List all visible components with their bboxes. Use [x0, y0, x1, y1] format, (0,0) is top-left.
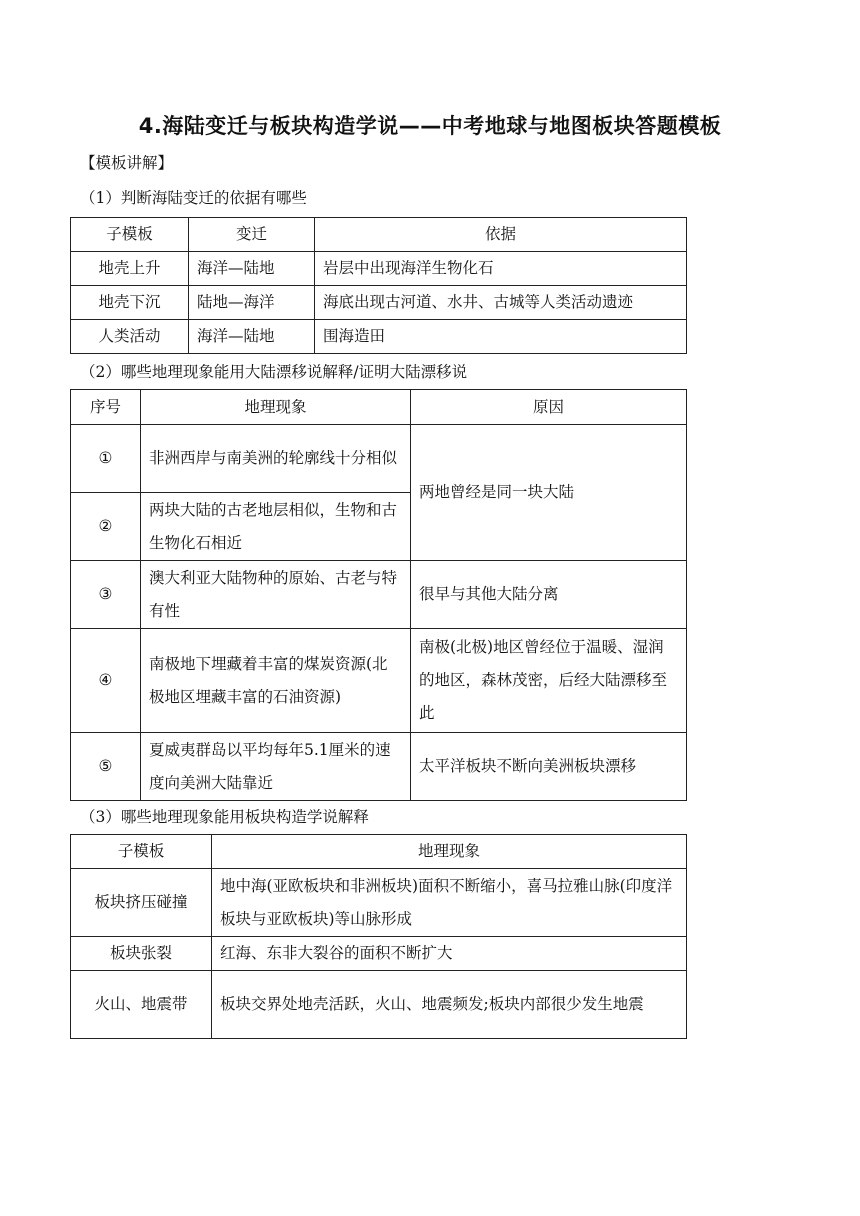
- table-header-row: [71, 218, 687, 252]
- header-cell: 地理现象: [212, 835, 687, 869]
- header-cell: 依据: [315, 218, 687, 252]
- table-row: [71, 286, 687, 320]
- section-label: 【模板讲解】: [80, 154, 174, 172]
- table-cell: 海洋—陆地: [189, 320, 315, 354]
- part2-table: [70, 389, 687, 801]
- table-cell: 澳大利亚大陆物种的原始、古老与特有性: [141, 561, 411, 629]
- table-cell: 围海造田: [315, 320, 687, 354]
- table-cell: 南极地下埋藏着丰富的煤炭资源(北极地区埋藏丰富的石油资源): [141, 629, 411, 733]
- table-cell: ②: [71, 493, 141, 561]
- table-row: [71, 937, 687, 971]
- table-cell: 两块大陆的古老地层相似，生物和古生物化石相近: [141, 493, 411, 561]
- table-row: [71, 320, 687, 354]
- table-cell: ⑤: [71, 733, 141, 801]
- table-cell: 很早与其他大陆分离: [411, 561, 687, 629]
- table-cell: 海底出现古河道、水井、古城等人类活动遗迹: [315, 286, 687, 320]
- table-cell: 红海、东非大裂谷的面积不断扩大: [212, 937, 687, 971]
- header-cell: 变迁: [189, 218, 315, 252]
- part3-label: （3）哪些地理现象能用板块构造学说解释: [80, 808, 369, 826]
- table-cell: 海洋—陆地: [189, 252, 315, 286]
- table-cell: ③: [71, 561, 141, 629]
- header-cell: 子模板: [71, 218, 189, 252]
- table-cell: 陆地—海洋: [189, 286, 315, 320]
- table-cell: 人类活动: [71, 320, 189, 354]
- table-cell: 岩层中出现海洋生物化石: [315, 252, 687, 286]
- table-row: [71, 561, 687, 629]
- table-cell: 非洲西岸与南美洲的轮廓线十分相似: [141, 425, 411, 493]
- part1-label: （1）判断海陆变迁的依据有哪些: [80, 189, 307, 207]
- table-row: [71, 252, 687, 286]
- document-title: 4.海陆变迁与板块构造学说——中考地球与地图板块答题模板: [138, 114, 722, 138]
- table-row: [71, 733, 687, 801]
- table-cell: 火山、地震带: [71, 971, 212, 1039]
- table-row: [71, 869, 687, 937]
- part1-table: [70, 217, 687, 354]
- part3-table: [70, 834, 687, 1039]
- table-cell: 地中海(亚欧板块和非洲板块)面积不断缩小，喜马拉雅山脉(印度洋板块与亚欧板块)等山脉形成: [212, 869, 687, 937]
- header-cell: 原因: [411, 390, 687, 425]
- table-cell: 南极(北极)地区曾经位于温暖、湿润的地区，森林茂密，后经大陆漂移至此: [411, 629, 687, 733]
- table-cell: 夏威夷群岛以平均每年5.1厘米的速度向美洲大陆靠近: [141, 733, 411, 801]
- table-cell: 板块挤压碰撞: [71, 869, 212, 937]
- table-cell: 地壳下沉: [71, 286, 189, 320]
- table-cell: ④: [71, 629, 141, 733]
- part2-label: （2）哪些地理现象能用大陆漂移说解释/证明大陆漂移说: [80, 363, 468, 381]
- header-cell: 子模板: [71, 835, 212, 869]
- table-header-row: [71, 835, 687, 869]
- table-cell: ①: [71, 425, 141, 493]
- header-cell: 序号: [71, 390, 141, 425]
- table-cell: 板块交界处地壳活跃，火山、地震频发;板块内部很少发生地震: [212, 971, 687, 1039]
- header-cell: 地理现象: [141, 390, 411, 425]
- table-cell: 地壳上升: [71, 252, 189, 286]
- table-cell: 两地曾经是同一块大陆: [411, 425, 687, 561]
- table-row: [71, 971, 687, 1039]
- table-row: [71, 629, 687, 733]
- table-cell: 板块张裂: [71, 937, 212, 971]
- table-row: [71, 425, 687, 493]
- table-cell: 太平洋板块不断向美洲板块漂移: [411, 733, 687, 801]
- table-header-row: [71, 390, 687, 425]
